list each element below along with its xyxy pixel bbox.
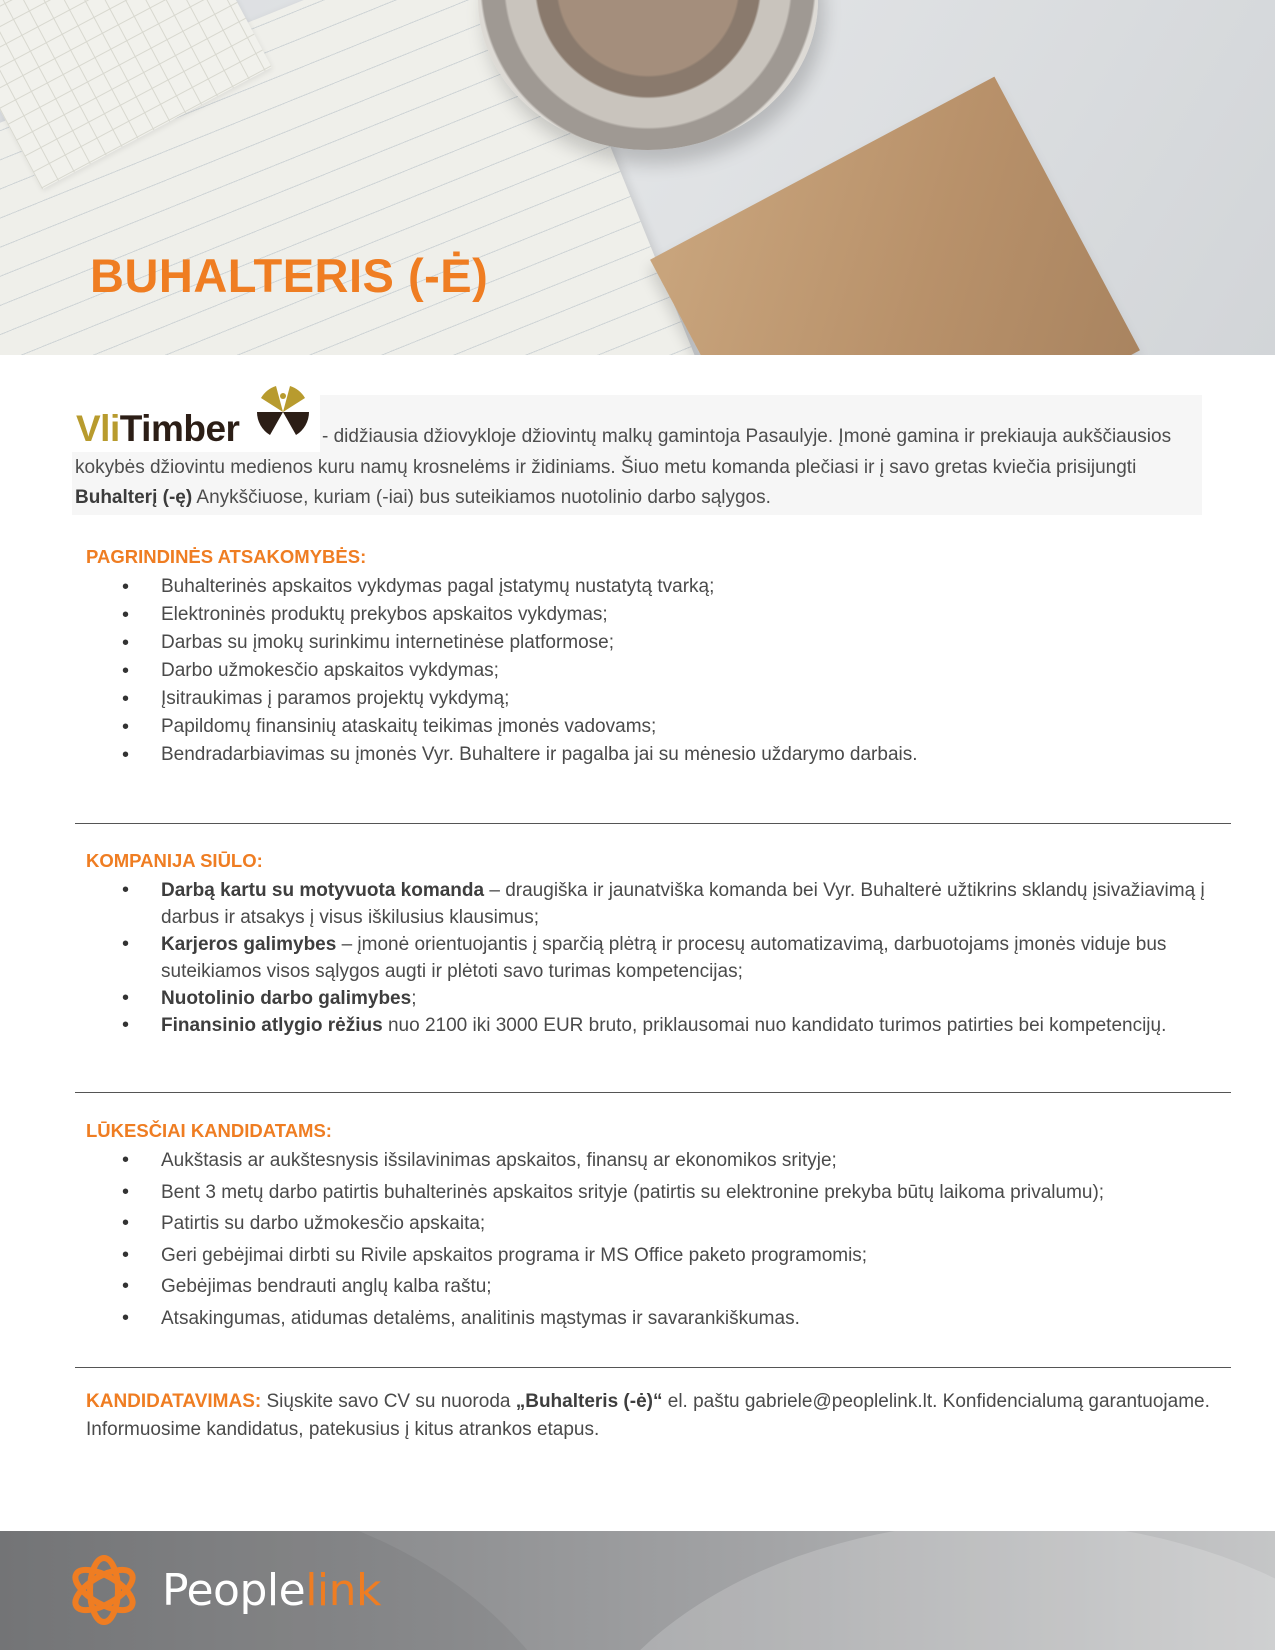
list-item: • Bent 3 metų darbo patirtis buhalterinės apskaitos srityje (patirtis su elektronine prekyba būtų laikoma privalumu);	[86, 1177, 1236, 1209]
section-title-expectations: LŪKESČIAI KANDIDATAMS:	[86, 1120, 332, 1141]
section-title-offer: KOMPANIJA SIŪLO:	[86, 850, 263, 871]
section-divider	[75, 1092, 1231, 1093]
list-item: • Darbą kartu su motyvuota komanda – draugiška ir jaunatviška komanda bei Vyr. Buhalterė užtikrins sklandų įsivažiavimą į darbus ir atsakys į visus iškilusius klausimus;	[86, 877, 1236, 931]
list-item: • Karjeros galimybes – įmonė orientuojantis į sparčią plėtrą ir procesų automatizavimą, darbuotojams įmonės viduje bus suteikiamos visos sąlygos augti ir plėtoti savo turimas kompetencijas;	[86, 931, 1236, 985]
list-item: • Elektroninės produktų prekybos apskaitos vykdymas;	[86, 601, 1236, 629]
list-item: • Nuotolinio darbo galimybes;	[86, 985, 1236, 1012]
list-item: • Bendradarbiavimas su įmonės Vyr. Buhaltere ir pagalba jai su mėnesio uždarymo darbais.	[86, 741, 1236, 769]
responsibilities-list	[86, 573, 1236, 769]
list-item: • Darbo užmokesčio apskaitos vykdymas;	[86, 657, 1236, 685]
list-item: • Geri gebėjimai dirbti su Rivile apskaitos programa ir MS Office paketo programomis;	[86, 1240, 1236, 1272]
list-item: • Buhalterinės apskaitos vykdymas pagal įstatymų nustatytą tvarką;	[86, 573, 1236, 601]
offer-list	[86, 877, 1236, 1039]
application-label: KANDIDATAVIMAS:	[86, 1391, 262, 1412]
intro-paragraph: - didžiausia džiovykloje džiovintų malkų gamintoja Pasaulyje. Įmonė gamina ir prekiauja aukščiausios kokybės džiovintu medienos kuru namų krosnelėms ir židiniams. Šiuo metu komanda plečiasi ir į savo gretas kviečia prisijungti Buhalterį (-ę) Anykščiuose, kuriam (-iai) bus suteikiamos nuotolinio darbo sąlygos.	[75, 426, 1172, 508]
list-item: • Įsitraukimas į paramos projektų vykdymą;	[86, 685, 1236, 713]
list-item: • Aukštasis ar aukštesnysis išsilavinimas apskaitos, finansų ar ekonomikos srityje;	[86, 1145, 1236, 1177]
company-logo-wordmark: VliTimber	[76, 408, 240, 449]
expectations-list	[86, 1145, 1236, 1335]
list-item: • Papildomų finansinių ataskaitų teikimas įmonės vadovams;	[86, 713, 1236, 741]
footer-arc-decoration	[560, 1531, 1275, 1650]
list-item: • Atsakingumas, atidumas detalėms, analitinis mąstymas ir savarankiškumas.	[86, 1303, 1236, 1335]
hero-banner	[0, 0, 1275, 355]
section-divider	[75, 823, 1231, 824]
footer-banner	[0, 1531, 1275, 1650]
application-info: KANDIDATAVIMAS: Siųskite savo CV su nuoroda „Buhalteris (-ė)“ el. paštu gabriele@peoplelink.lt. Konfidencialumą garantuojame. Informuosime kandidatus, patekusius į kitus atrankos etapus.	[86, 1391, 1210, 1440]
list-item: • Finansinio atlygio rėžius nuo 2100 iki 3000 EUR bruto, priklausomai nuo kandidato turimos patirties bei kompetencijų.	[86, 1012, 1236, 1039]
peoplelink-logo-icon	[68, 1553, 140, 1627]
section-divider	[75, 1367, 1231, 1368]
list-item: • Gebėjimas bendrauti anglų kalba raštu;	[86, 1271, 1236, 1303]
page-title: BUHALTERIS (-Ė)	[90, 249, 489, 302]
list-item: • Darbas su įmokų surinkimu internetinėse platformose;	[86, 629, 1236, 657]
peoplelink-wordmark: Peoplelink	[162, 1565, 382, 1616]
section-title-responsibilities: PAGRINDINĖS ATSAKOMYBĖS:	[86, 546, 367, 567]
list-item: • Patirtis su darbo užmokesčio apskaita;	[86, 1208, 1236, 1240]
